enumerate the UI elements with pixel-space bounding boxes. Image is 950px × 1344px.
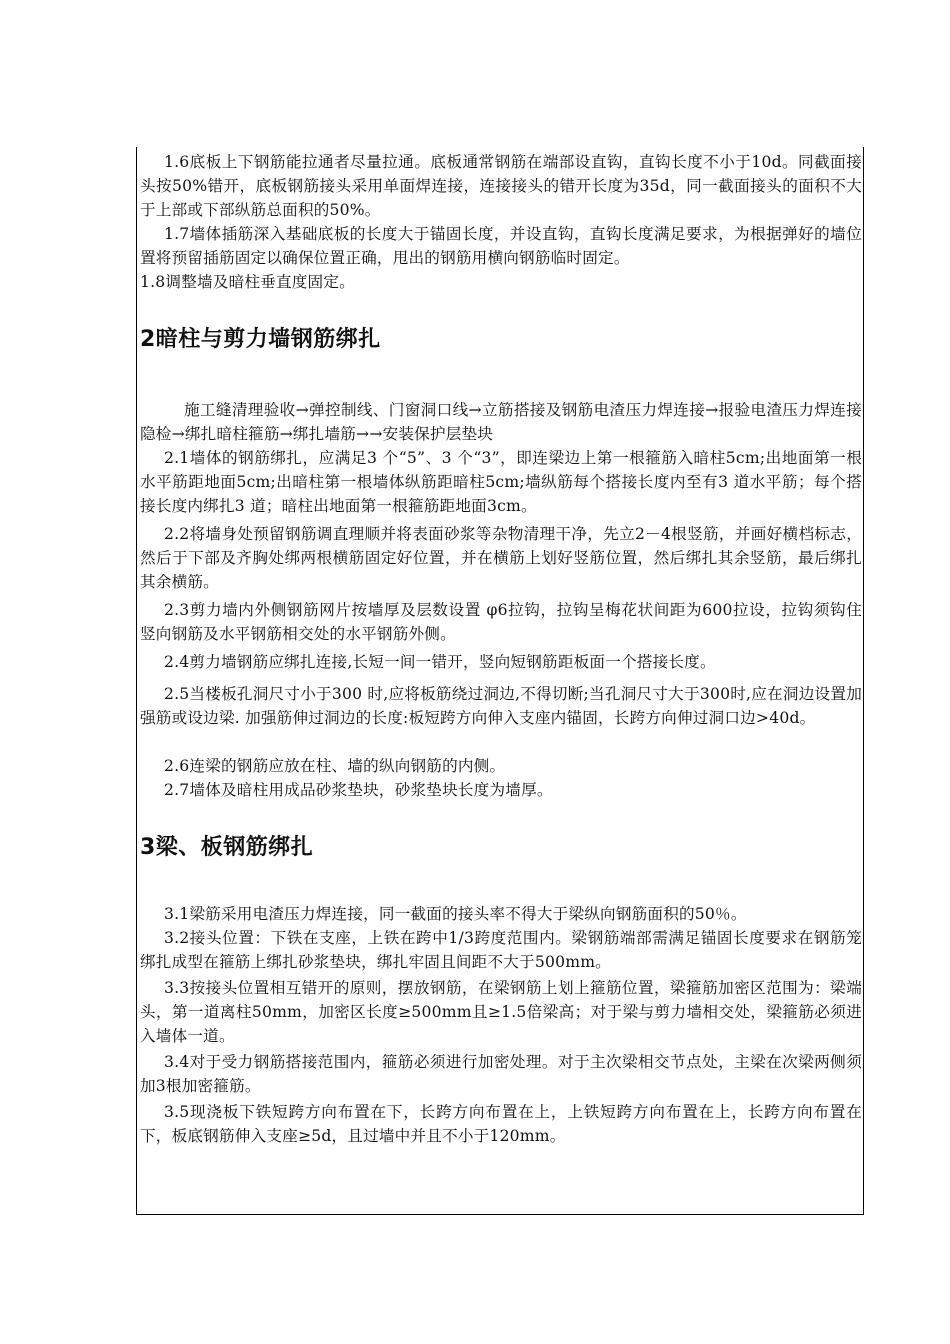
paragraph-2-2: 2.2将墙身处预留钢筋调直理顺并将表面砂浆等杂物清理干净，先立2－4根竖筋，并画好横档标志，然后于下部及齐胸处绑两根横筋固定好位置，并在横筋上划好竖筋位置，然后绑扎其余竖筋，最后绑扎其余横筋。 — [140, 525, 862, 591]
paragraph-3-1: 3.1梁筋采用电渣压力焊连接，同一截面的接头率不得大于梁纵向钢筋面积的50％。 — [164, 905, 747, 923]
document-body — [140, 147, 862, 1148]
paragraph-2-4: 2.4剪力墙钢筋应绑扎连接,长短一间一错开，竖向短钢筋距板面一个搭接长度。 — [164, 653, 716, 671]
paragraph-3-5: 3.5现浇板下铁短跨方向布置在下，长跨方向布置在上，上铁短跨方向布置在上，长跨方向布置在下，板底钢筋伸入支座≥5d，且过墙中并且不小于120mm。 — [140, 1103, 862, 1145]
paragraph-3-2: 3.2接头位置：下铁在支座，上铁在跨中1/3跨度范围内。梁钢筋端部需满足锚固长度要求在钢筋笼绑扎成型在箍筋上绑扎砂浆垫块，绑扎牢固且间距不大于500mm。 — [140, 929, 862, 971]
section-2-heading: 2暗柱与剪力墙钢筋绑扎 — [140, 327, 381, 352]
paragraph-2-5: 2.5当楼板孔洞尺寸小于300 时,应将板筋绕过洞边,不得切断;当孔洞尺寸大于300时,应在洞边设置加强筋或设边梁. 加强筋伸过洞边的长度:板短跨方向伸入支座内锚固，长跨方向伸过洞口边>40d。 — [140, 685, 862, 727]
paragraph-1-8: 1.8调整墙及暗柱垂直度固定。 — [140, 273, 355, 291]
paragraph-2-6: 2.6连梁的钢筋应放在柱、墙的纵向钢筋的内侧。 — [164, 757, 506, 775]
section-3-heading: 3梁、板钢筋绑扎 — [140, 835, 314, 860]
paragraph-2-3: 2.3剪力墙内外侧钢筋网片按墙厚及层数设置 φ6拉钩，拉钩呈梅花状间距为600拉设，拉钩须钩住竖向钢筋及水平钢筋相交处的水平钢筋外侧。 — [140, 601, 862, 643]
paragraph-2-1: 2.1墙体的钢筋绑扎，应满足3 个“5”、3 个“3”，即连梁边上第一根箍筋入暗柱5cm;出地面第一根水平筋距地面5cm;出暗柱第一根墙体纵筋距暗柱5cm;墙纵筋每个搭接长度内至有3 道水平筋；每个搭接长度内绑扎3 道；暗柱出地面第一根箍筋距地面3cm。 — [140, 449, 862, 515]
paragraph-1-6: 1.6底板上下钢筋能拉通者尽量拉通。底板通常钢筋在端部设直钩，直钩长度不小于10d。同截面接头按50%错开，底板钢筋接头采用单面焊连接，连接接头的错开长度为35d，同一截面接头的面积不大于上部或下部纵筋总面积的50%。 — [140, 153, 862, 219]
process-flow: 施工缝清理验收→弹控制线、门窗洞口线→立筋搭接及钢筋电渣压力焊连接→报验电渣压力焊连接隐检→绑扎暗柱箍筋→绑扎墙筋→→安装保护层垫块 — [140, 401, 862, 443]
paragraph-3-4: 3.4对于受力钢筋搭接范围内，箍筋必须进行加密处理。对于主次梁相交节点处，主梁在次梁两侧须加3根加密箍筋。 — [140, 1053, 862, 1095]
paragraph-2-7: 2.7墙体及暗柱用成品砂浆垫块，砂浆垫块长度为墙厚。 — [164, 781, 553, 799]
paragraph-1-7: 1.7墙体插筋深入基础底板的长度大于锚固长度，并设直钩，直钩长度满足要求，为根据弹好的墙位置将预留插筋固定以确保位置正确，甩出的钢筋用横向钢筋临时固定。 — [140, 225, 862, 267]
paragraph-3-3: 3.3按接头位置相互错开的原则，摆放钢筋，在梁钢筋上划上箍筋位置，梁箍筋加密区范围为：梁端头，第一道离柱50mm，加密区长度≥500mm且≥1.5倍梁高；对于梁与剪力墙相交处，梁箍筋必须进入墙体一道。 — [140, 979, 862, 1045]
